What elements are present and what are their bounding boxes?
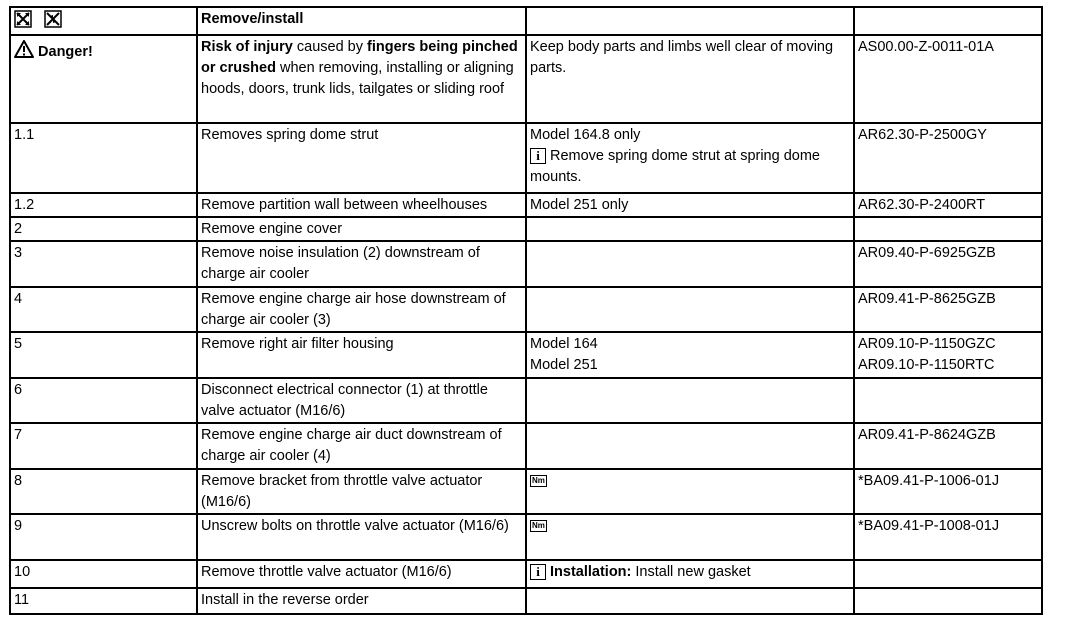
header-row xyxy=(10,7,1042,35)
table-row: 5 Remove right air filter housing Model 164 Model 251 AR09.10-P-1150GZC AR09.10-P-1150RTC xyxy=(10,332,1042,378)
danger-ref: AS00.00-Z-0011-01A xyxy=(854,35,1042,123)
danger-text: Risk of injury caused by fingers being pinched or crushed when removing, installing or aligning hoods, doors, trunk lids, tailgates or sliding roof xyxy=(197,35,526,123)
info-icon: i xyxy=(530,564,546,580)
table-row: 6 Disconnect electrical connector (1) at throttle valve actuator (M16/6) xyxy=(10,378,1042,423)
table-row: 2 Remove engine cover xyxy=(10,217,1042,241)
danger-cell xyxy=(10,35,197,123)
remove-icon xyxy=(14,10,32,28)
table-row: 7 Remove engine charge air duct downstream of charge air cooler (4) AR09.41-P-8624GZB xyxy=(10,423,1042,469)
table-row: 8 Remove bracket from throttle valve actuator (M16/6) Nm *BA09.41-P-1006-01J xyxy=(10,469,1042,514)
table-row: 1.2 Remove partition wall between wheelhouses Model 251 only AR62.30-P-2400RT xyxy=(10,193,1042,217)
danger-label: Danger! xyxy=(38,44,93,60)
table-row: 9 Unscrew bolts on throttle valve actuator (M16/6) Nm *BA09.41-P-1008-01J xyxy=(10,514,1042,560)
header-icons-cell xyxy=(10,7,197,35)
table-row: 11 Install in the reverse order xyxy=(10,588,1042,614)
danger-row xyxy=(10,35,1042,123)
warning-icon xyxy=(14,40,34,58)
torque-icon: Nm xyxy=(532,476,545,486)
info-icon: i xyxy=(530,148,546,164)
table-row: 3 Remove noise insulation (2) downstream of charge air cooler AR09.40-P-6925GZB xyxy=(10,241,1042,287)
procedure-table xyxy=(9,6,1043,615)
torque-icon: Nm xyxy=(532,521,545,531)
table-row: 10 Remove throttle valve actuator (M16/6) i Installation: Install new gasket xyxy=(10,560,1042,588)
install-icon xyxy=(44,10,62,28)
header-title: Remove/install xyxy=(197,7,526,35)
table-row: 1.1 Removes spring dome strut Model 164.8 only i Remove spring dome strut at spring dome mounts. AR62.30-P-2500GY xyxy=(10,123,1042,193)
danger-note: Keep body parts and limbs well clear of moving parts. xyxy=(526,35,854,123)
table-row: 4 Remove engine charge air hose downstream of charge air cooler (3) AR09.41-P-8625GZB xyxy=(10,287,1042,332)
